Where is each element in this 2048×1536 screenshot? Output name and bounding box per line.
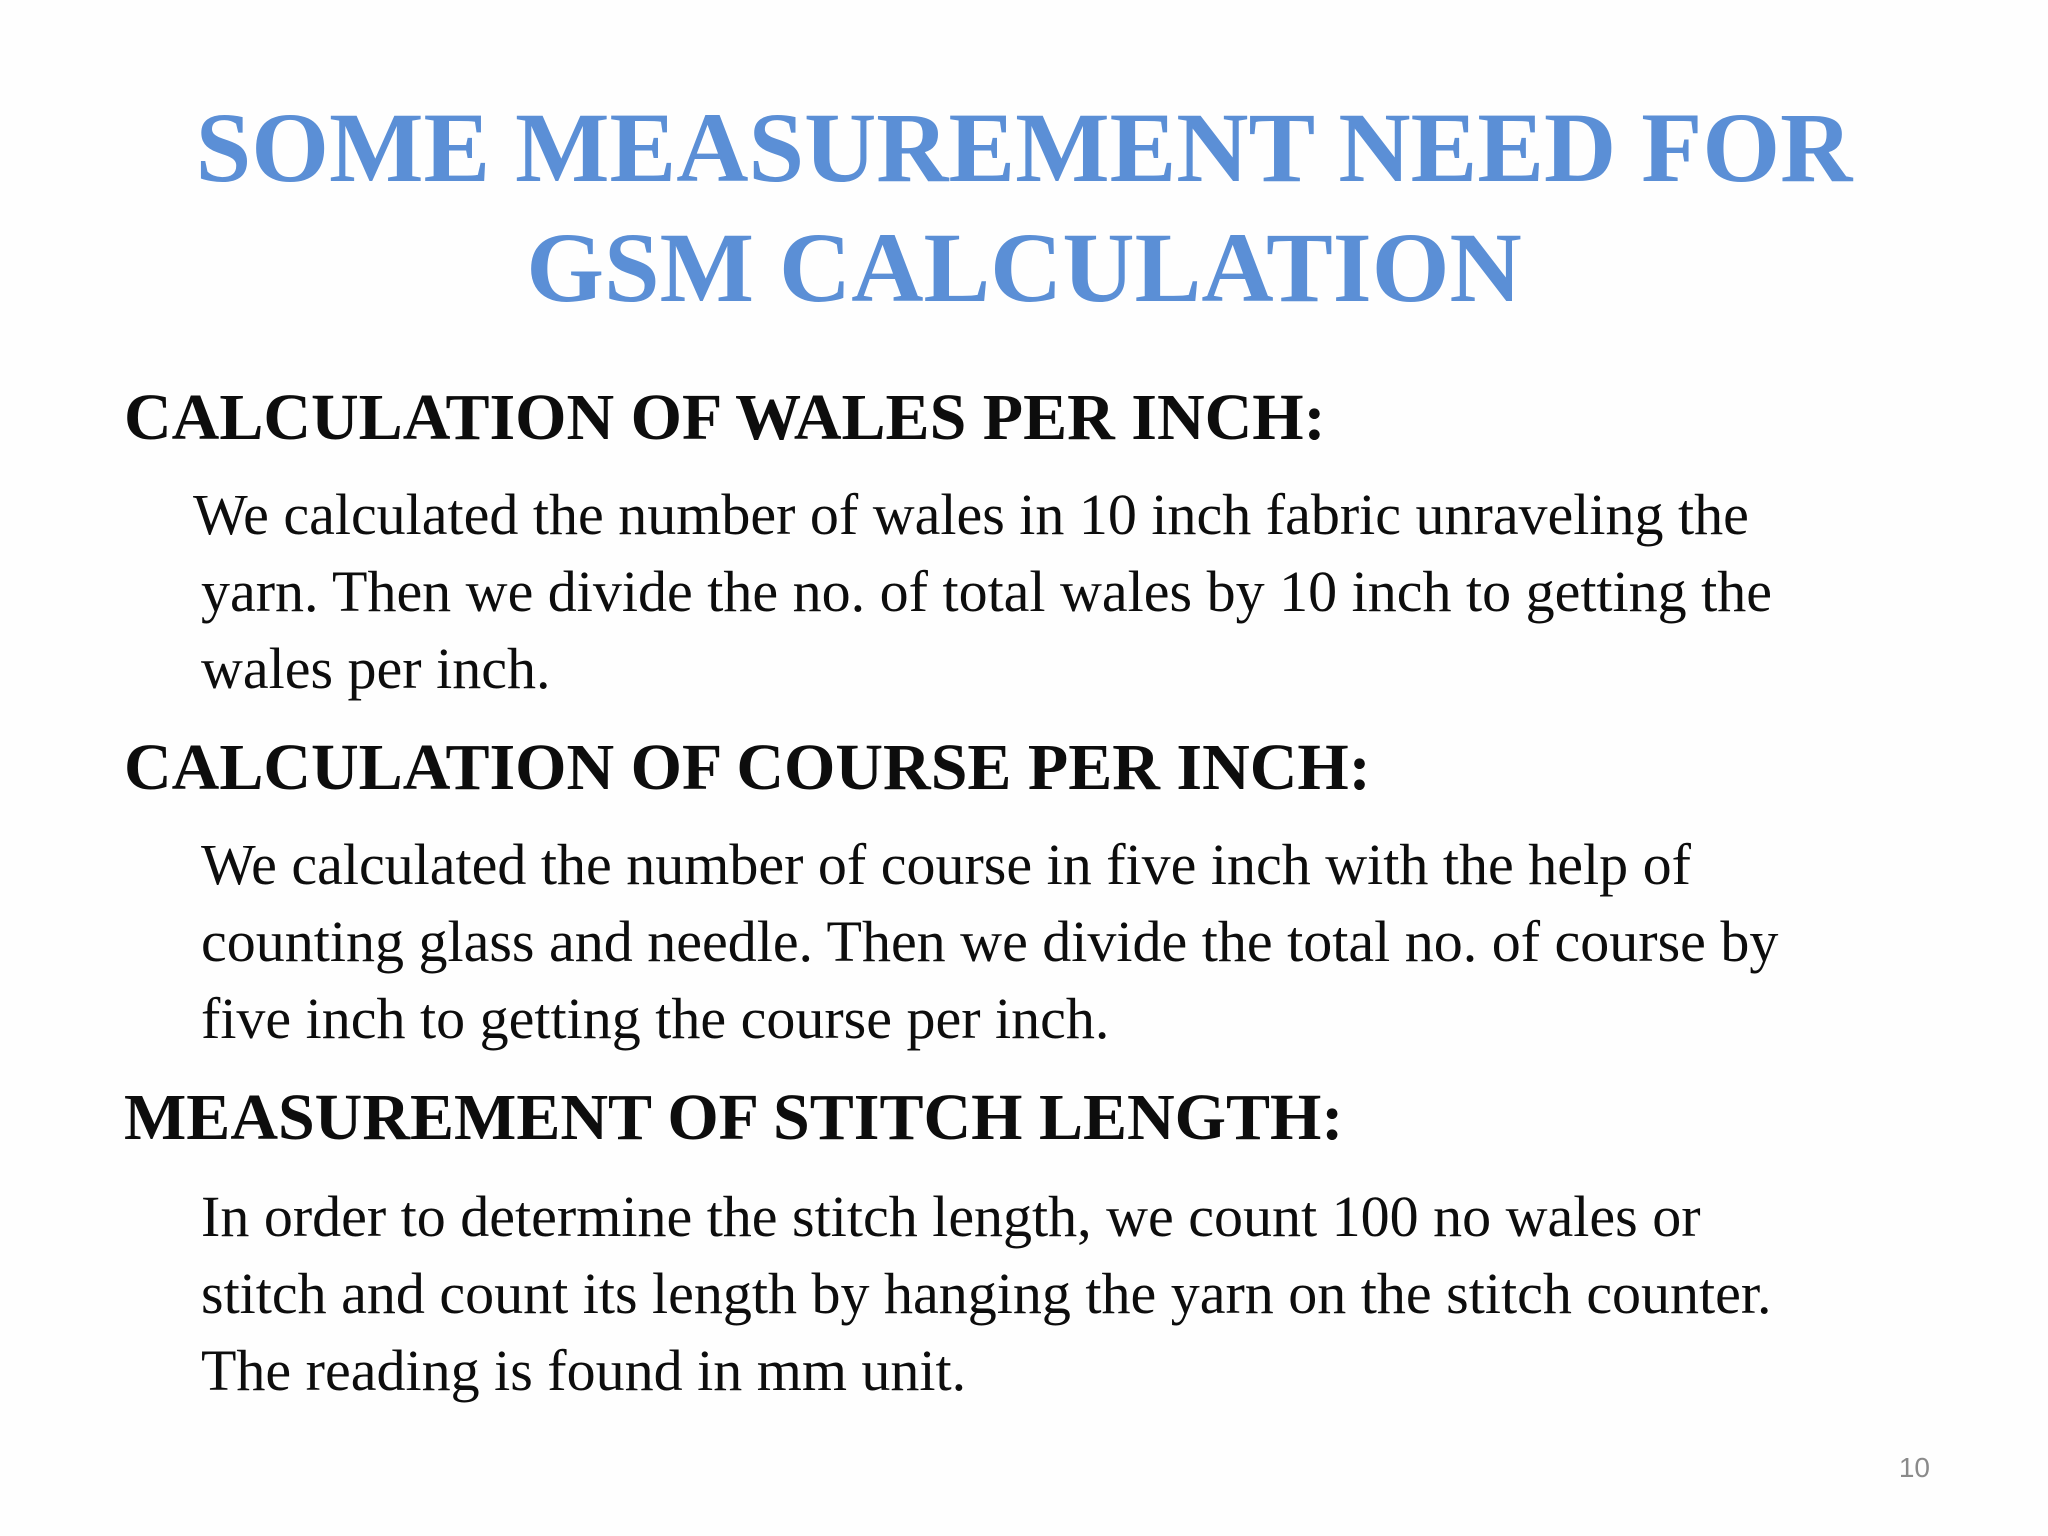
text-line: We calculated the number of wales in 10 inch fabric unraveling the: [193, 482, 1749, 547]
slide-title: [0, 88, 2048, 328]
text-line: stitch and count its length by hanging the yarn on the stitch counter.: [201, 1261, 1772, 1326]
slide-title-line-2: GSM CALCULATION: [526, 212, 1522, 323]
section-heading-stitch: MEASUREMENT OF STITCH LENGTH:: [124, 1081, 1344, 1154]
text-line: We calculated the number of course in five inch with the help of: [201, 832, 1691, 897]
text-line: wales per inch.: [201, 636, 551, 701]
text-line: In order to determine the stitch length, we count 100 no wales or: [201, 1184, 1701, 1249]
slide-title-line-1: SOME MEASUREMENT NEED FOR: [195, 92, 1853, 203]
text-line: yarn. Then we divide the no. of total wales by 10 inch to getting the: [201, 559, 1773, 624]
text-line: The reading is found in mm unit.: [201, 1338, 967, 1403]
section-heading-course: CALCULATION OF COURSE PER INCH:: [124, 731, 1371, 804]
section-heading-wales: CALCULATION OF WALES PER INCH:: [124, 381, 1326, 454]
section-text-wales: [193, 476, 1773, 707]
section-text-course: [201, 826, 1778, 1057]
text-line: counting glass and needle. Then we divide the total no. of course by: [201, 909, 1779, 974]
page-number: 10: [1898, 1452, 1930, 1483]
section-text-stitch: [201, 1178, 1772, 1409]
text-line: five inch to getting the course per inch.: [201, 986, 1110, 1051]
